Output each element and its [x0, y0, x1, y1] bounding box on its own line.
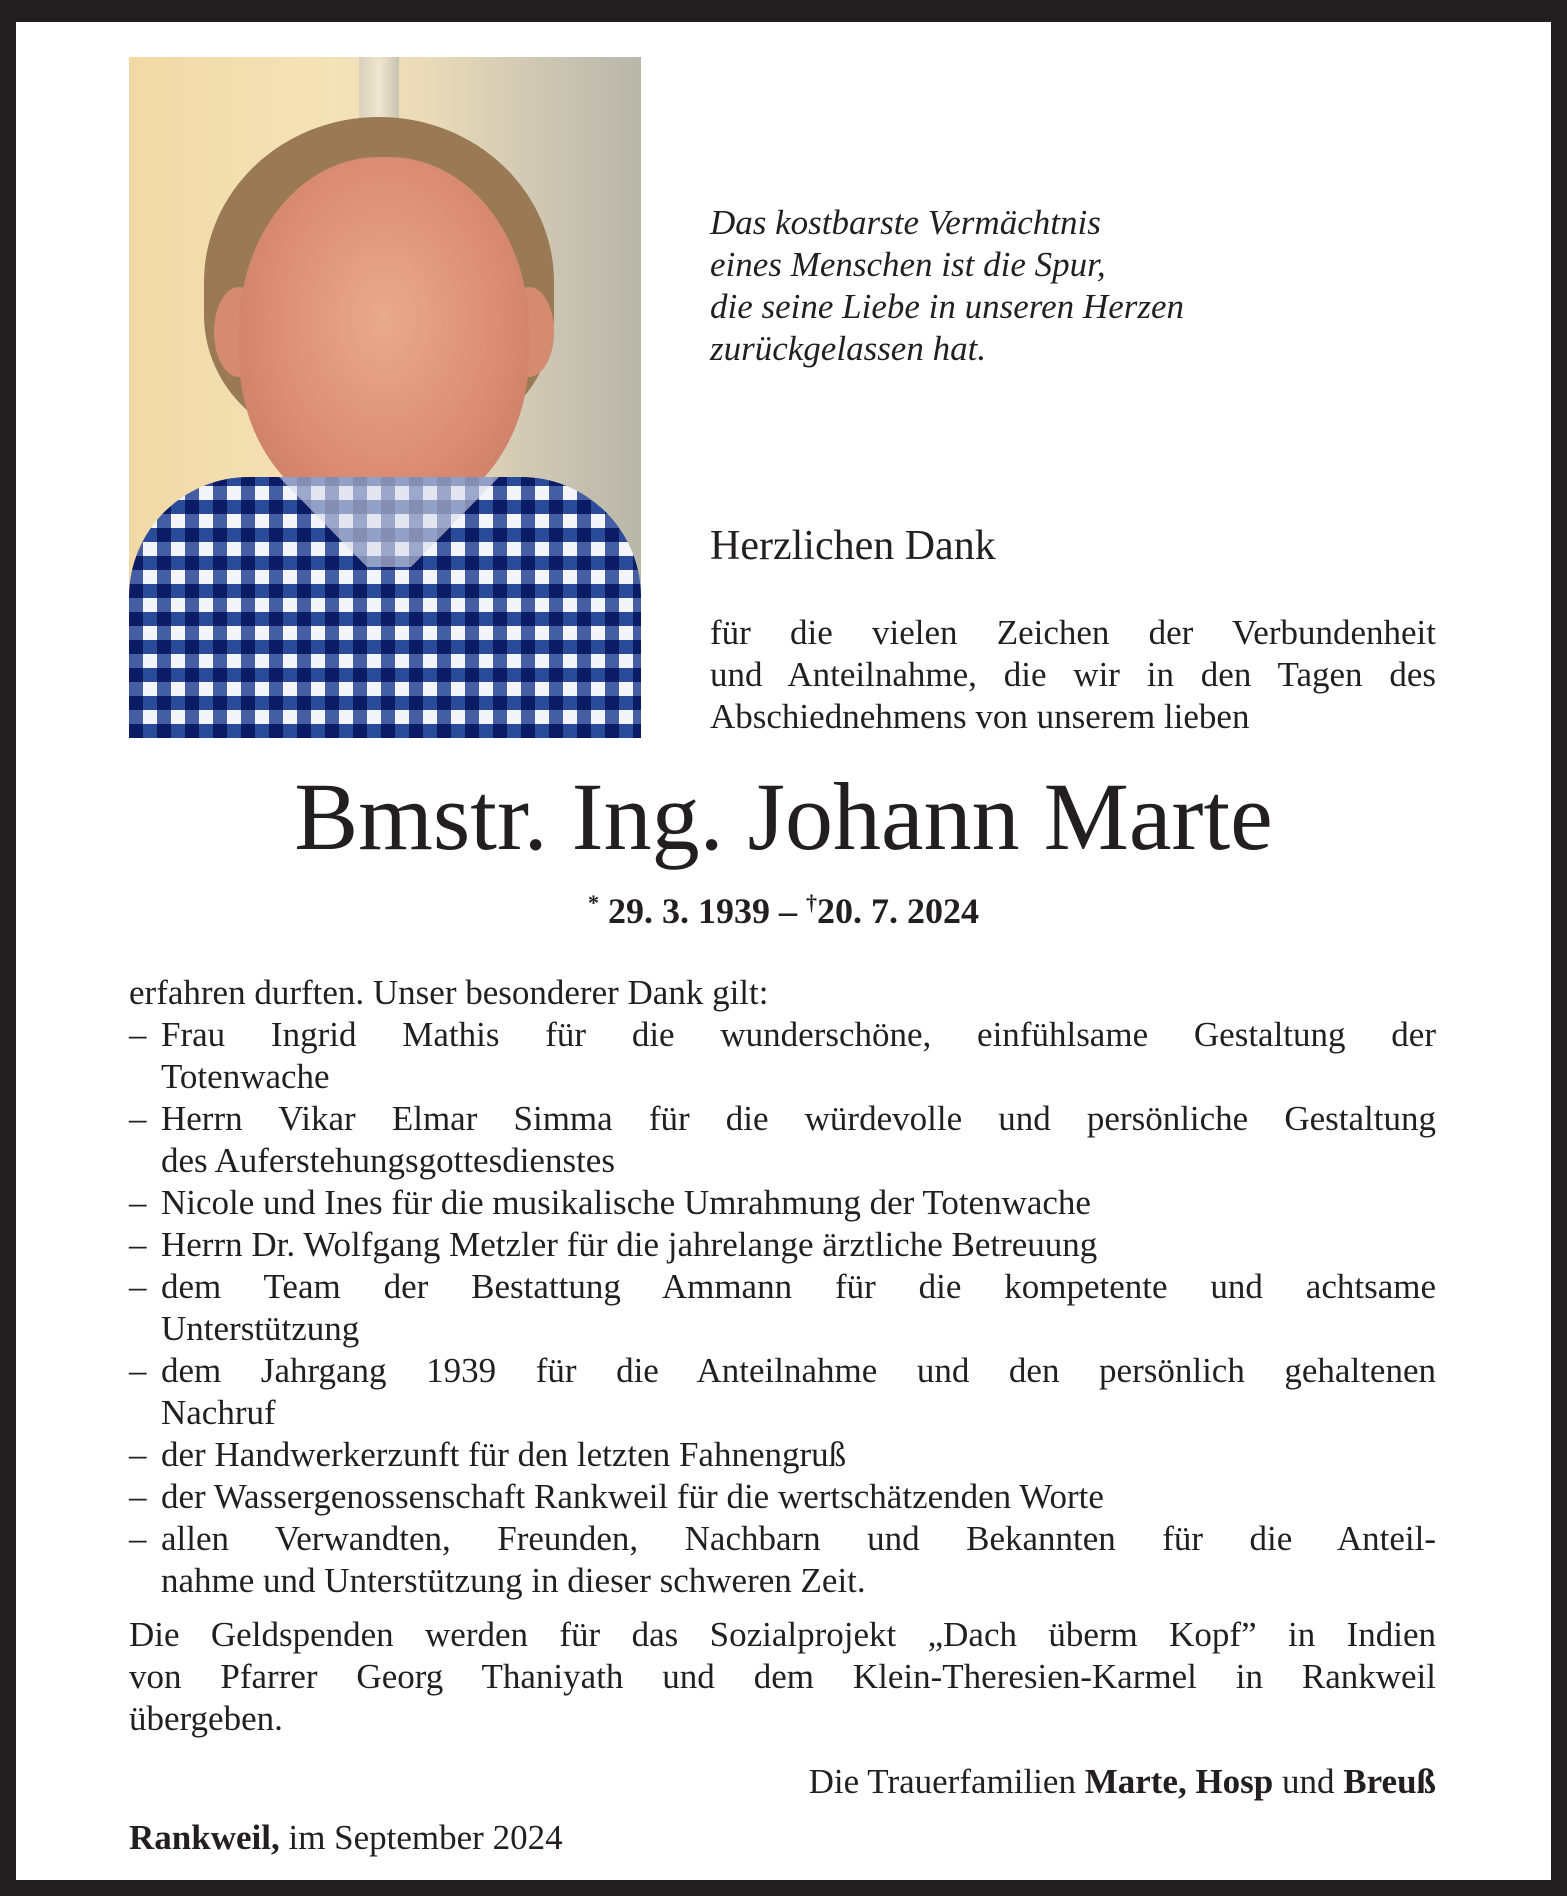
place-date [129, 1818, 563, 1858]
list-item [129, 1518, 1436, 1602]
text-line: Abschiednehmens von unserem lieben [710, 697, 1250, 736]
obituary-page [16, 22, 1551, 1880]
cross-symbol: † [806, 890, 817, 915]
list-item [129, 1476, 1436, 1518]
intro-text [710, 612, 1436, 738]
memorial-quote [710, 202, 1184, 370]
dash-bullet: – [129, 1225, 147, 1264]
dash-bullet: – [129, 1351, 147, 1390]
text-line: übergeben. [129, 1699, 283, 1738]
dash-bullet: – [129, 1267, 147, 1306]
text-line: Nicole und Ines für die musikalische Umrahmung der Totenwache [161, 1183, 1091, 1222]
quote-line: eines Menschen ist die Spur, [710, 245, 1106, 284]
text-line: dem Jahrgang 1939 für die Anteilnahme und den persönlich gehaltenen [161, 1351, 1436, 1390]
birth-date: 29. 3. 1939 [608, 891, 770, 931]
text-line: Die Geldspenden werden für das Sozialprojekt „Dach überm Kopf” in Indien [129, 1615, 1436, 1654]
lead-text: erfahren durften. Unser besonderer Dank gilt: [129, 973, 769, 1012]
thanks-body [129, 972, 1436, 1740]
quote-line: zurückgelassen hat. [710, 329, 987, 368]
list-item [129, 1350, 1436, 1434]
text-line: von Pfarrer Georg Thaniyath und dem Klein-Theresien-Karmel in Rankweil [129, 1657, 1436, 1696]
date: im September 2024 [279, 1818, 563, 1857]
town: Rankweil, [129, 1818, 280, 1857]
text-line: dem Team der Bestattung Ammann für die kompetente und achtsame [161, 1267, 1436, 1306]
family-name: Breuß [1343, 1762, 1436, 1801]
text-line: nahme und Unterstützung in dieser schweren Zeit. [161, 1561, 866, 1600]
life-dates [16, 890, 1551, 932]
portrait-photo [129, 57, 641, 738]
date-separator: – [779, 891, 797, 931]
quote-line: die seine Liebe in unseren Herzen [710, 287, 1185, 326]
donation-text [129, 1614, 1436, 1740]
text-line: der Handwerkerzunft für den letzten Fahnengruß [161, 1435, 847, 1474]
list-item [129, 1434, 1436, 1476]
dash-bullet: – [129, 1015, 147, 1054]
text-line: für die vielen Zeichen der Verbundenheit [710, 613, 1436, 652]
dash-bullet: – [129, 1519, 147, 1558]
text-line: Unterstützung [161, 1309, 360, 1348]
dash-bullet: – [129, 1435, 147, 1474]
dash-bullet: – [129, 1183, 147, 1222]
family-signature [809, 1762, 1436, 1802]
text-line: Herrn Vikar Elmar Simma für die würdevolle und persönliche Gestaltung [161, 1099, 1436, 1138]
family-names: Marte, Hosp [1084, 1762, 1274, 1801]
list-item [129, 1098, 1436, 1182]
text-line: und Anteilnahme, die wir in den Tagen des [710, 655, 1436, 694]
text-line: allen Verwandten, Freunden, Nachbarn und Bekannten für die Anteil- [161, 1519, 1436, 1558]
list-item [129, 1266, 1436, 1350]
text-line: des Auferstehungsgottesdienstes [161, 1141, 615, 1180]
list-item [129, 1014, 1436, 1098]
death-date: 20. 7. 2024 [817, 891, 979, 931]
signature-prefix: Die Trauerfamilien [808, 1762, 1085, 1801]
list-item [129, 1182, 1436, 1224]
list-item [129, 1224, 1436, 1266]
quote-line: Das kostbarste Vermächtnis [710, 203, 1101, 242]
text-line: Totenwache [161, 1057, 330, 1096]
text-line: Herrn Dr. Wolfgang Metzler für die jahrelange ärztliche Betreuung [161, 1225, 1098, 1264]
dash-bullet: – [129, 1099, 147, 1138]
text-line: der Wassergenossenschaft Rankweil für die wertschätzenden Worte [161, 1477, 1104, 1516]
text-line: Nachruf [161, 1393, 276, 1432]
dash-bullet: – [129, 1477, 147, 1516]
thanks-heading: Herzlichen Dank [710, 523, 996, 569]
thanks-list [129, 1014, 1436, 1602]
deceased-name: Bmstr. Ing. Johann Marte [294, 763, 1273, 870]
born-symbol: * [588, 890, 599, 915]
signature-and: und [1273, 1762, 1344, 1801]
text-line: Frau Ingrid Mathis für die wunderschöne, einfühlsame Gestaltung der [161, 1015, 1436, 1054]
